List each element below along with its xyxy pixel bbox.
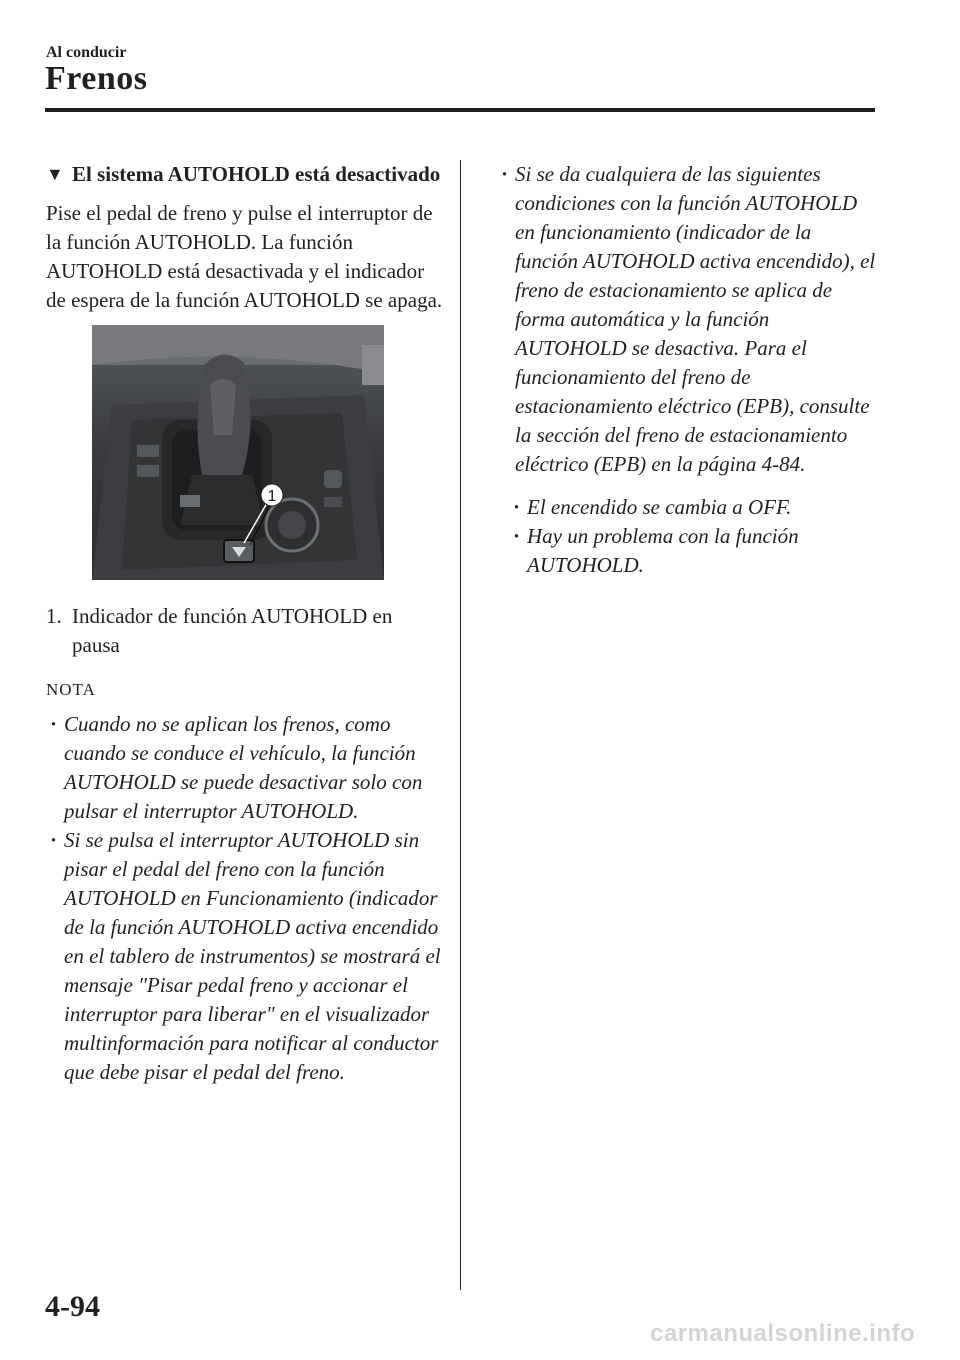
column-divider [460,160,461,1290]
page-title: Frenos [45,60,148,97]
page-number: 4-94 [45,1290,100,1323]
condition-list [497,160,877,479]
subsection-heading-text: El sistema AUTOHOLD está desactivado [72,162,441,186]
list-item: · Si se pulsa el interruptor AUTOHOLD sin pisar el pedal del freno con la función AUTOHOLD en Funcionamiento (indicador de la función AUTOHOLD activa encendido en el tablero de instrumentos) se mostrará el mensaje "Pisar pedal freno y accionar el interruptor para liberar" en el visualizador multinformación para notificar al conductor que debe pisar el pedal del freno. [46,826,444,1087]
caption-text: Indicador de función AUTOHOLD en pausa [72,604,393,657]
list-item: · Cuando no se aplican los frenos, como cuando se conduce el vehículo, la función AUTOHOLD se puede desactivar solo con pulsar el interruptor AUTOHOLD. [46,710,444,826]
console-photo [92,325,384,580]
body-paragraph: Pise el pedal de freno y pulse el interruptor de la función AUTOHOLD. La función AUTOHOLD está desactivada y el indicador de espera de la función AUTOHOLD se apaga. [46,201,443,312]
note-label: NOTA [46,680,96,699]
callout-number: 1 [267,488,277,505]
header-rule [45,108,875,112]
section-label: Al conducir [46,44,127,61]
triangle-bullet-icon: ▼ [46,164,64,184]
console-illustration [92,325,384,580]
list-item: · El encendido se cambia a OFF. [509,493,877,522]
list-item: · Si se da cualquiera de las siguientes condiciones con la función AUTOHOLD en funcionamiento (indicador de la función AUTOHOLD activa encendido), el freno de estacionamiento se aplica de forma automática y la función AUTOHOLD se desactiva. Para el funcionamiento del freno de estacionamiento eléctrico (EPB), consulte la sección del freno de estacionamiento eléctrico (EPB) en la página 4-84. [497,160,877,479]
right-column [497,160,877,580]
watermark: carmanualsonline.info [650,1320,916,1347]
caption-number: 1. [46,604,62,628]
note-list [46,710,444,1087]
list-item: · Hay un problema con la función AUTOHOLD. [509,522,877,580]
figure-caption [46,602,444,660]
left-column [46,160,444,1087]
condition-sublist [497,493,877,580]
subsection-heading [46,160,444,189]
